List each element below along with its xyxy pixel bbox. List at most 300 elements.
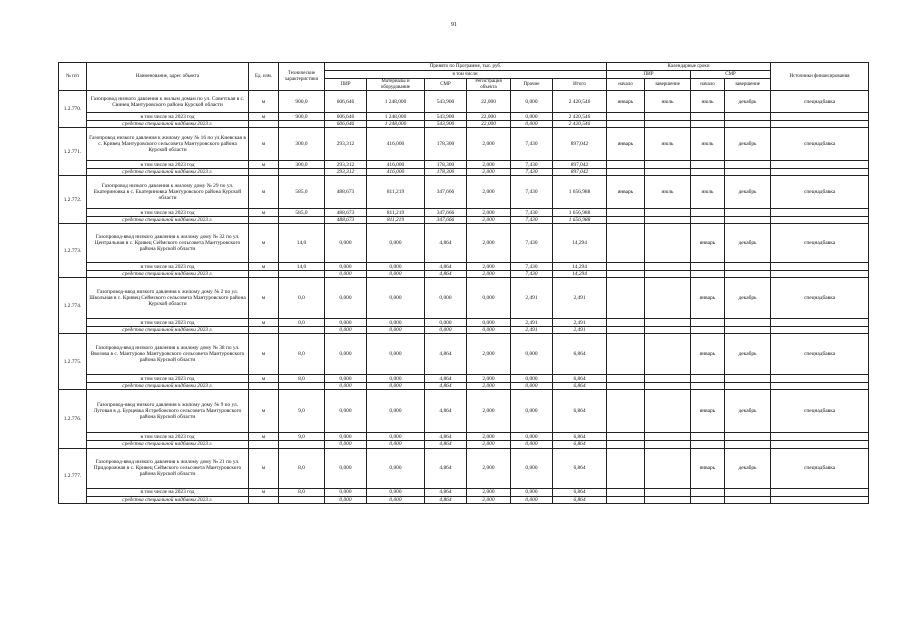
funding-note-mat: 0,000: [367, 327, 425, 334]
header-accepted: Принято по Программе, тыс. руб.: [325, 63, 607, 71]
subtotal-reg: 2,000: [467, 433, 511, 441]
object-number: 1.2.774.: [59, 278, 87, 334]
object-smr-end: декабрь: [725, 278, 771, 319]
subtotal-label: в том числе на 2023 год: [87, 263, 249, 271]
object-other: 7,430: [511, 176, 553, 209]
funding-note-smr: 4,864: [425, 271, 467, 278]
funding-note-pir: 606,646: [325, 121, 367, 128]
subtotal-reg: 2,000: [467, 263, 511, 271]
funding-note-mat: 416,000: [367, 169, 425, 176]
subtotal-other: 2,491: [511, 319, 553, 327]
empty-cell: [645, 488, 691, 496]
object-source: спецнадбавка: [771, 176, 869, 209]
object-pir: 0,000: [325, 278, 367, 319]
funding-note-label: средства специальной надбавки 2023 г.: [87, 496, 249, 503]
subtotal-total: 6,864: [553, 433, 607, 441]
subtotal-row: [59, 375, 869, 383]
object-mat: 0,000: [367, 390, 425, 433]
object-smr: 347,666: [425, 176, 467, 209]
object-name: Газопровод-ввод низкого давления к жилому дому № 9 по ул. Луговая в д. Бурцевка Ястребовского сельсовета Мантуровского района Курской области: [87, 390, 249, 433]
object-pir-start: январь: [607, 91, 645, 113]
empty-cell: [249, 383, 279, 390]
funding-note-other: 7,430: [511, 271, 553, 278]
subtotal-smr: 4,864: [425, 433, 467, 441]
empty-cell: [607, 271, 645, 278]
object-row: [59, 224, 869, 263]
empty-cell: [645, 121, 691, 128]
funding-note-mat: 0,000: [367, 271, 425, 278]
object-other: 0,000: [511, 334, 553, 375]
empty-cell: [691, 161, 725, 169]
empty-cell: [771, 327, 869, 334]
header-cal-smr: СМР: [691, 71, 771, 79]
object-unit: м: [249, 128, 279, 161]
object-smr-end: декабрь: [725, 390, 771, 433]
object-total: 6,864: [553, 334, 607, 375]
funding-note-label: средства специальной надбавки 2023 г.: [87, 441, 249, 448]
empty-cell: [771, 433, 869, 441]
empty-cell: [725, 488, 771, 496]
empty-cell: [607, 488, 645, 496]
funding-note-other: 0,000: [511, 383, 553, 390]
object-pir-end: [645, 334, 691, 375]
empty-cell: [771, 209, 869, 217]
empty-cell: [249, 496, 279, 503]
subtotal-other: 0,000: [511, 113, 553, 121]
object-total: 6,864: [553, 390, 607, 433]
table-body: [59, 91, 869, 503]
empty-cell: [771, 375, 869, 383]
object-reg: 22,000: [467, 91, 511, 113]
empty-cell: [691, 113, 725, 121]
object-pir: 488,673: [325, 176, 367, 209]
funding-note-reg: 2,000: [467, 169, 511, 176]
object-mat: 0,000: [367, 448, 425, 488]
empty-cell: [691, 271, 725, 278]
subtotal-mat: 0,000: [367, 488, 425, 496]
empty-cell: [645, 375, 691, 383]
funding-note-mat: 0,000: [367, 441, 425, 448]
header-materials: Материалы и оборудование: [367, 79, 425, 91]
funding-note-total: 14,294: [553, 271, 607, 278]
funding-note-other: 7,430: [511, 217, 553, 224]
subtotal-pir: 0,000: [325, 319, 367, 327]
header-smr-end: завершение: [725, 79, 771, 91]
subtotal-row: [59, 209, 869, 217]
header-cal-pir: ПИР: [607, 71, 691, 79]
funding-note-total: 2 420,546: [553, 121, 607, 128]
object-unit: м: [249, 91, 279, 113]
object-smr-start: январь: [691, 390, 725, 433]
object-total: 2 420,546: [553, 91, 607, 113]
empty-cell: [645, 496, 691, 503]
subtotal-other: 0,000: [511, 433, 553, 441]
empty-cell: [771, 271, 869, 278]
funding-note-other: 0,000: [511, 441, 553, 448]
object-reg: 2,000: [467, 390, 511, 433]
funding-note-mat: 0,000: [367, 383, 425, 390]
funding-note-pir: 293,312: [325, 169, 367, 176]
funding-note-row: [59, 496, 869, 503]
object-pir-end: [645, 448, 691, 488]
subtotal-reg: 2,000: [467, 161, 511, 169]
funding-note-total: 6,864: [553, 383, 607, 390]
object-unit: м: [249, 448, 279, 488]
subtotal-row: [59, 488, 869, 496]
object-smr-start: июль: [691, 128, 725, 161]
subtotal-smr: 4,864: [425, 488, 467, 496]
empty-cell: [607, 375, 645, 383]
object-smr-end: декабрь: [725, 128, 771, 161]
funding-note-label: средства специальной надбавки 2023 г.: [87, 327, 249, 334]
empty-cell: [645, 441, 691, 448]
object-smr-start: июль: [691, 176, 725, 209]
object-row: [59, 334, 869, 375]
subtotal-total: 6,864: [553, 488, 607, 496]
subtotal-unit: м: [249, 433, 279, 441]
subtotal-mat: 1 248,000: [367, 113, 425, 121]
empty-cell: [691, 375, 725, 383]
object-total: 2,491: [553, 278, 607, 319]
funding-note-smr: 4,864: [425, 496, 467, 503]
funding-note-row: [59, 327, 869, 334]
object-smr-start: январь: [691, 334, 725, 375]
empty-cell: [249, 441, 279, 448]
subtotal-mat: 0,000: [367, 319, 425, 327]
empty-cell: [645, 217, 691, 224]
object-pir-start: [607, 390, 645, 433]
object-mat: 0,000: [367, 334, 425, 375]
funding-note-pir: 0,000: [325, 271, 367, 278]
empty-cell: [279, 383, 325, 390]
empty-cell: [725, 433, 771, 441]
subtotal-mat: 0,000: [367, 375, 425, 383]
funding-note-total: 6,864: [553, 441, 607, 448]
subtotal-label: в том числе на 2023 год: [87, 209, 249, 217]
object-row: [59, 128, 869, 161]
object-source: спецнадбавка: [771, 390, 869, 433]
empty-cell: [645, 169, 691, 176]
empty-cell: [607, 121, 645, 128]
empty-cell: [607, 441, 645, 448]
object-mat: 811,219: [367, 176, 425, 209]
object-pir-end: [645, 278, 691, 319]
funding-note-reg: 2,000: [467, 383, 511, 390]
empty-cell: [249, 271, 279, 278]
object-pir-end: июль: [645, 176, 691, 209]
subtotal-other: 7,430: [511, 263, 553, 271]
empty-cell: [725, 217, 771, 224]
object-reg: 0,000: [467, 278, 511, 319]
header-total: Итого: [553, 79, 607, 91]
header-source: Источники финансирования: [771, 63, 869, 91]
object-total: 1 656,988: [553, 176, 607, 209]
subtotal-unit: м: [249, 161, 279, 169]
object-tech: 14,0: [279, 224, 325, 263]
subtotal-mat: 0,000: [367, 433, 425, 441]
empty-cell: [691, 433, 725, 441]
empty-cell: [725, 209, 771, 217]
subtotal-unit: м: [249, 319, 279, 327]
empty-cell: [607, 327, 645, 334]
empty-cell: [725, 271, 771, 278]
object-smr: 4,864: [425, 224, 467, 263]
object-other: 2,491: [511, 278, 553, 319]
subtotal-tech: 900,0: [279, 113, 325, 121]
object-pir: 606,646: [325, 91, 367, 113]
object-number: 1.2.770.: [59, 91, 87, 128]
object-total: 6,864: [553, 448, 607, 488]
subtotal-label: в том числе на 2023 год: [87, 113, 249, 121]
subtotal-unit: м: [249, 375, 279, 383]
empty-cell: [725, 113, 771, 121]
object-smr-start: январь: [691, 278, 725, 319]
object-unit: м: [249, 334, 279, 375]
empty-cell: [771, 217, 869, 224]
empty-cell: [607, 263, 645, 271]
object-pir: 293,312: [325, 128, 367, 161]
object-source: спецнадбавка: [771, 224, 869, 263]
header-calendar: Календарные сроки: [607, 63, 771, 71]
subtotal-tech: 585,0: [279, 209, 325, 217]
funding-note-row: [59, 169, 869, 176]
empty-cell: [725, 327, 771, 334]
funding-note-reg: 0,000: [467, 327, 511, 334]
object-pir-start: январь: [607, 176, 645, 209]
subtotal-tech: 300,0: [279, 161, 325, 169]
subtotal-pir: 0,000: [325, 433, 367, 441]
subtotal-row: [59, 161, 869, 169]
empty-cell: [279, 217, 325, 224]
funding-note-total: 1 656,988: [553, 217, 607, 224]
empty-cell: [771, 121, 869, 128]
empty-cell: [771, 169, 869, 176]
funding-note-smr: 4,864: [425, 383, 467, 390]
empty-cell: [691, 209, 725, 217]
empty-cell: [249, 327, 279, 334]
subtotal-pir: 606,646: [325, 113, 367, 121]
object-pir: 0,000: [325, 448, 367, 488]
subtotal-unit: м: [249, 209, 279, 217]
subtotal-total: 1 656,988: [553, 209, 607, 217]
empty-cell: [279, 169, 325, 176]
empty-cell: [645, 161, 691, 169]
object-name: Газопровод-ввод низкого давления к жилому дому № 38 по ул. Ввозова в с. Мантурово Мантуровского сельсовета Мантуровского района Курской области: [87, 334, 249, 375]
object-smr-start: июль: [691, 91, 725, 113]
object-tech: 0,0: [279, 278, 325, 319]
empty-cell: [249, 169, 279, 176]
subtotal-smr: 543,900: [425, 113, 467, 121]
header-pir-start: начало: [607, 79, 645, 91]
subtotal-other: 7,430: [511, 161, 553, 169]
funding-note-reg: 2,000: [467, 496, 511, 503]
object-name: Газопровод низкого давления к жилому дому № 16 по ул.Киевская в с. Кривец Мантуровского сельсовета Мантуровского района Курской области: [87, 128, 249, 161]
empty-cell: [279, 327, 325, 334]
subtotal-tech: 14,0: [279, 263, 325, 271]
empty-cell: [771, 383, 869, 390]
empty-cell: [725, 319, 771, 327]
object-unit: м: [249, 278, 279, 319]
object-number: 1.2.775.: [59, 334, 87, 390]
funding-note-total: 6,864: [553, 496, 607, 503]
funding-note-row: [59, 383, 869, 390]
subtotal-row: [59, 319, 869, 327]
empty-cell: [725, 121, 771, 128]
empty-cell: [725, 441, 771, 448]
subtotal-reg: 2,000: [467, 375, 511, 383]
object-tech: 900,0: [279, 91, 325, 113]
subtotal-total: 2 420,546: [553, 113, 607, 121]
object-smr: 0,000: [425, 278, 467, 319]
funding-note-smr: 347,666: [425, 217, 467, 224]
object-number: 1.2.777.: [59, 448, 87, 503]
object-name: Газопровод-ввод низкого давления к жилому дому № 21 по ул. Придорожная в с. Кривец Сеймского сельсовета Мантуровского района Курской области: [87, 448, 249, 488]
empty-cell: [279, 271, 325, 278]
funding-note-smr: 4,864: [425, 441, 467, 448]
funding-note-smr: 543,900: [425, 121, 467, 128]
empty-cell: [691, 217, 725, 224]
funding-note-label: средства специальной надбавки 2023 г.: [87, 217, 249, 224]
empty-cell: [691, 121, 725, 128]
object-tech: 8,0: [279, 448, 325, 488]
object-smr-start: январь: [691, 448, 725, 488]
empty-cell: [691, 319, 725, 327]
object-row: [59, 390, 869, 433]
funding-note-row: [59, 121, 869, 128]
object-other: 7,430: [511, 224, 553, 263]
object-reg: 2,000: [467, 224, 511, 263]
subtotal-row: [59, 263, 869, 271]
object-reg: 2,000: [467, 448, 511, 488]
subtotal-other: 7,430: [511, 209, 553, 217]
funding-note-total: 897,042: [553, 169, 607, 176]
funding-note-pir: 0,000: [325, 383, 367, 390]
object-source: спецнадбавка: [771, 128, 869, 161]
funding-note-pir: 0,000: [325, 441, 367, 448]
subtotal-smr: 178,300: [425, 161, 467, 169]
empty-cell: [771, 319, 869, 327]
object-number: 1.2.771.: [59, 128, 87, 176]
empty-cell: [691, 488, 725, 496]
object-mat: 416,000: [367, 128, 425, 161]
object-smr-end: декабрь: [725, 91, 771, 113]
object-pir-end: июль: [645, 91, 691, 113]
object-row: [59, 448, 869, 488]
subtotal-pir: 293,312: [325, 161, 367, 169]
subtotal-reg: 2,000: [467, 209, 511, 217]
object-smr: 543,900: [425, 91, 467, 113]
object-name: Газопровод-ввод низкого давления к жилому дому № 32 по ул. Центральная в с. Кривец Сеймского сельсовета Мантуровского района Курской области: [87, 224, 249, 263]
subtotal-smr: 347,666: [425, 209, 467, 217]
funding-note-row: [59, 271, 869, 278]
funding-note-pir: 0,000: [325, 496, 367, 503]
empty-cell: [725, 496, 771, 503]
empty-cell: [607, 217, 645, 224]
funding-note-label: средства специальной надбавки 2023 г.: [87, 169, 249, 176]
object-other: 0,000: [511, 448, 553, 488]
empty-cell: [645, 327, 691, 334]
empty-cell: [691, 496, 725, 503]
subtotal-tech: 0,0: [279, 319, 325, 327]
object-name: Газопровод низкого давления к жилому дому № 29 по ул. Екатериновка в с. Екатериновка Мантуровского района Курской области: [87, 176, 249, 209]
subtotal-smr: 4,864: [425, 375, 467, 383]
subtotal-other: 0,000: [511, 375, 553, 383]
empty-cell: [607, 161, 645, 169]
empty-cell: [645, 433, 691, 441]
empty-cell: [607, 113, 645, 121]
empty-cell: [691, 263, 725, 271]
funding-note-other: 0,000: [511, 496, 553, 503]
object-tech: 300,0: [279, 128, 325, 161]
funding-note-mat: 0,000: [367, 496, 425, 503]
empty-cell: [645, 383, 691, 390]
table-header: [59, 63, 869, 91]
object-smr: 4,864: [425, 390, 467, 433]
empty-cell: [725, 383, 771, 390]
object-source: спецнадбавка: [771, 278, 869, 319]
subtotal-unit: м: [249, 263, 279, 271]
object-pir: 0,000: [325, 334, 367, 375]
subtotal-reg: 0,000: [467, 319, 511, 327]
empty-cell: [691, 383, 725, 390]
subtotal-mat: 0,000: [367, 263, 425, 271]
subtotal-smr: 0,000: [425, 319, 467, 327]
object-name: Газопровод низкого давления к жилым домам по ул. Советская в с. Свинец Мантуровского района Курской области: [87, 91, 249, 113]
page-number: 91: [451, 22, 457, 28]
object-mat: 1 248,000: [367, 91, 425, 113]
subtotal-unit: м: [249, 113, 279, 121]
object-source: спецнадбавка: [771, 91, 869, 113]
subtotal-label: в том числе на 2023 год: [87, 161, 249, 169]
subtotal-label: в том числе на 2023 год: [87, 319, 249, 327]
object-total: 897,042: [553, 128, 607, 161]
object-number: 1.2.773.: [59, 224, 87, 278]
program-table: [58, 62, 869, 504]
empty-cell: [249, 217, 279, 224]
empty-cell: [607, 383, 645, 390]
funding-note-other: 0,000: [511, 121, 553, 128]
subtotal-label: в том числе на 2023 год: [87, 433, 249, 441]
subtotal-label: в том числе на 2023 год: [87, 488, 249, 496]
funding-note-pir: 0,000: [325, 327, 367, 334]
empty-cell: [691, 169, 725, 176]
empty-cell: [771, 113, 869, 121]
object-reg: 2,000: [467, 176, 511, 209]
funding-note-other: 2,491: [511, 327, 553, 334]
funding-note-label: средства специальной надбавки 2023 г.: [87, 121, 249, 128]
header-other: Прочие: [511, 79, 553, 91]
object-smr: 4,864: [425, 448, 467, 488]
subtotal-tech: 9,0: [279, 433, 325, 441]
header-smr: СМР: [425, 79, 467, 91]
object-unit: м: [249, 224, 279, 263]
empty-cell: [607, 209, 645, 217]
subtotal-total: 2,491: [553, 319, 607, 327]
subtotal-tech: 8,0: [279, 488, 325, 496]
funding-note-label: средства специальной надбавки 2023 г.: [87, 271, 249, 278]
object-pir-start: январь: [607, 128, 645, 161]
subtotal-pir: 0,000: [325, 488, 367, 496]
object-smr-end: декабрь: [725, 224, 771, 263]
empty-cell: [249, 121, 279, 128]
subtotal-mat: 416,000: [367, 161, 425, 169]
empty-cell: [771, 488, 869, 496]
funding-note-row: [59, 441, 869, 448]
empty-cell: [607, 433, 645, 441]
funding-note-reg: 22,000: [467, 121, 511, 128]
empty-cell: [645, 271, 691, 278]
object-pir-start: [607, 448, 645, 488]
